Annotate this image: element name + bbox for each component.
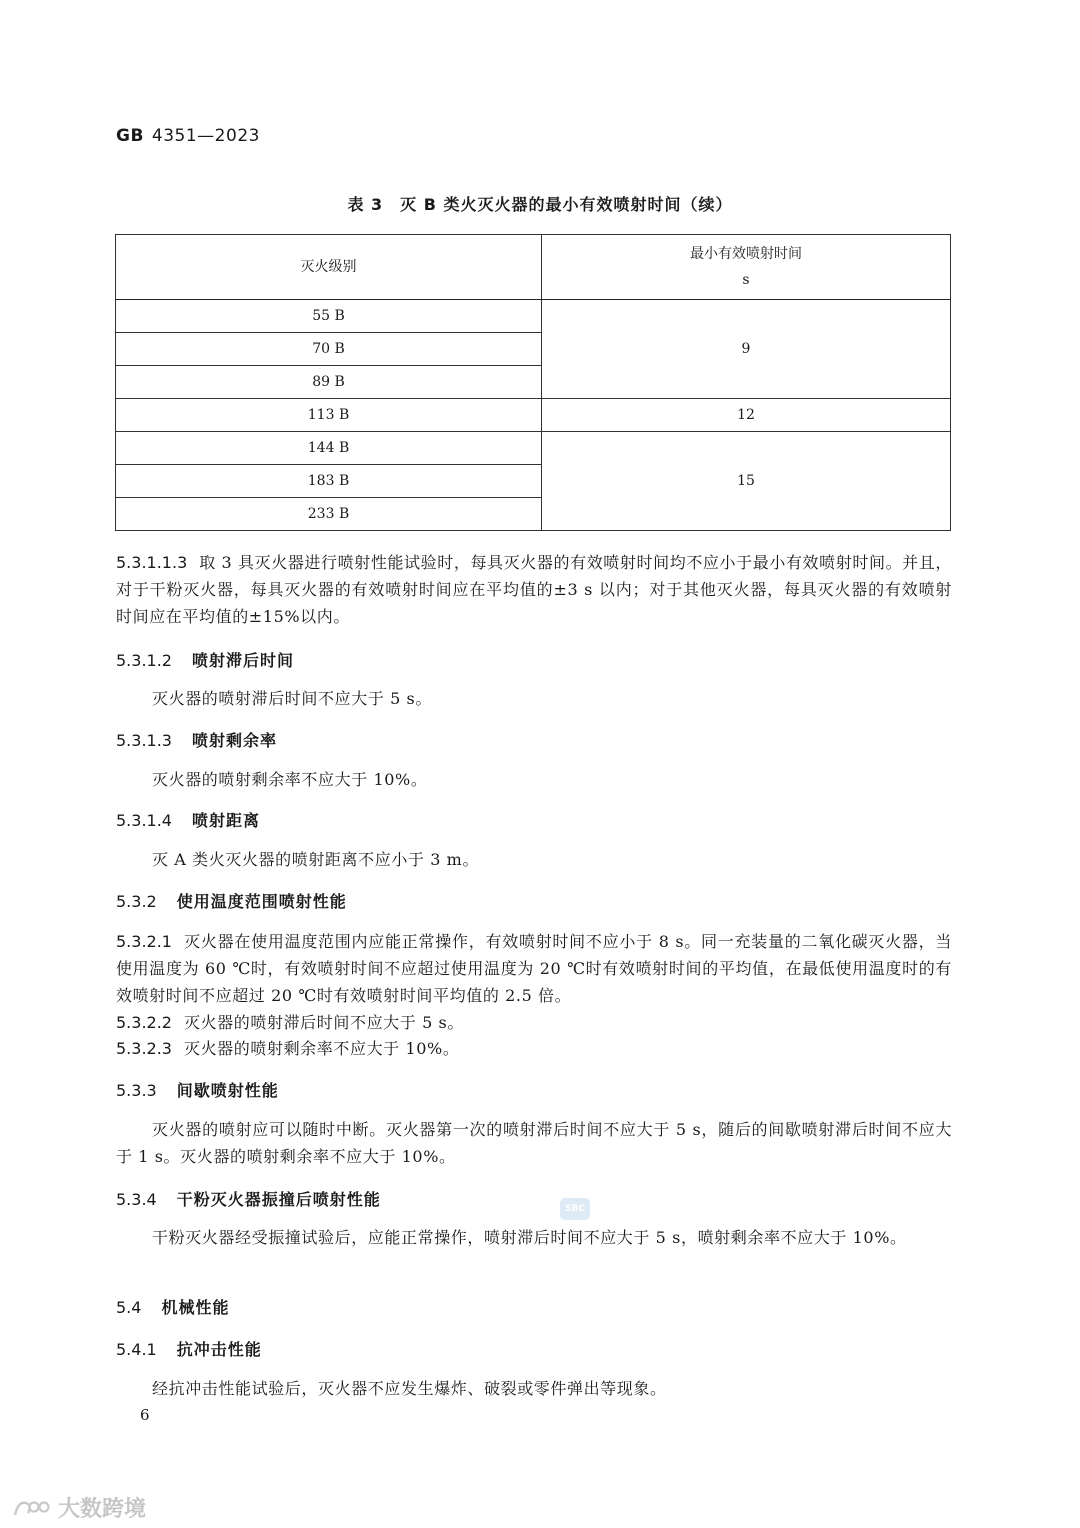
standard-code: GB 4351—2023 xyxy=(116,126,260,146)
page-number: 6 xyxy=(140,1406,150,1424)
heading-5-4-1: 5.4.1 抗冲击性能 xyxy=(116,1340,262,1359)
clause-5-3-1-3-text: 灭火器的喷射剩余率不应大于 10%。 xyxy=(152,770,428,789)
clause-5-3-4-text: 干粉灭火器经受振撞试验后，应能正常操作，喷射滞后时间不应大于 5 s，喷射剩余率不应大于 10%。 xyxy=(152,1228,907,1247)
clause-5-3-2-3: 5.3.2.3 灭火器的喷射剩余率不应大于 10%。 xyxy=(116,1039,460,1058)
clause-5-3-2-1: 5.3.2.1 灭火器在使用温度范围内应能正常操作，有效喷射时间不应小于 8 s。同一充装量的二氧化碳灭火器，当使用温度为 60 ℃时，有效喷射时间不应超过使用温度为 20 ℃时有效喷射时间的平均值，在最低使用温度时的有效喷射时间不应超过 20 ℃时有效喷射时间平均值的 2.5 倍。 xyxy=(116,932,952,1005)
heading-5-3-2: 5.3.2 使用温度范围喷射性能 xyxy=(116,892,347,911)
clause-5-3-1-1-3: 5.3.1.1.3 取 3 具灭火器进行喷射性能试验时，每具灭火器的有效喷射时间均不应小于最小有效喷射时间。并且，对于干粉灭火器，每具灭火器的有效喷射时间应在平均值的±3 s 以内；对于其他灭火器，每具灭火器的有效喷射时间应在平均值的±15%以内。 xyxy=(116,553,952,626)
spray-time-cell: 9 xyxy=(542,300,951,399)
fire-rating-cell: 144 B xyxy=(116,432,542,465)
watermark-logo-icon xyxy=(12,1495,52,1521)
heading-5-3-4: 5.3.4 干粉灭火器振撞后喷射性能 xyxy=(116,1190,381,1209)
heading-5-3-1-4: 5.3.1.4 喷射距离 xyxy=(116,811,260,830)
spray-time-table xyxy=(115,234,951,531)
header-fire-rating: 灭火级别 xyxy=(116,235,542,300)
clause-5-3-1-2-text: 灭火器的喷射滞后时间不应大于 5 s。 xyxy=(152,689,432,708)
fire-rating-cell: 89 B xyxy=(116,366,542,399)
fire-rating-cell: 55 B xyxy=(116,300,542,333)
clause-5-3-2-2: 5.3.2.2 灭火器的喷射滞后时间不应大于 5 s。 xyxy=(116,1013,464,1032)
header-min-spray-time: 最小有效喷射时间 s xyxy=(542,235,951,300)
fire-rating-cell: 183 B xyxy=(116,465,542,498)
fire-rating-cell: 233 B xyxy=(116,498,542,531)
clause-5-4-1-text: 经抗冲击性能试验后，灭火器不应发生爆炸、破裂或零件弹出等现象。 xyxy=(152,1379,667,1398)
spray-time-cell: 12 xyxy=(542,399,951,432)
unit-label: s xyxy=(742,272,750,288)
heading-5-3-3: 5.3.3 间歇喷射性能 xyxy=(116,1081,279,1100)
clause-5-3-1-4-text: 灭 A 类火灭火器的喷射距离不应小于 3 m。 xyxy=(152,850,480,869)
sbc-watermark: SBC xyxy=(560,1198,590,1220)
heading-5-3-1-2: 5.3.1.2 喷射滞后时间 xyxy=(116,651,294,670)
spray-time-cell: 15 xyxy=(542,432,951,531)
heading-5-4: 5.4 机械性能 xyxy=(116,1298,230,1317)
table-title: 表 3 灭 B 类火灭火器的最小有效喷射时间（续） xyxy=(347,195,733,214)
fire-rating-cell: 113 B xyxy=(116,399,542,432)
fire-rating-cell: 70 B xyxy=(116,333,542,366)
table-header-row xyxy=(116,235,951,300)
heading-5-3-1-3: 5.3.1.3 喷射剩余率 xyxy=(116,731,277,750)
table-row xyxy=(116,399,951,432)
bottom-watermark: 大数跨境 xyxy=(12,1492,146,1523)
table-row xyxy=(116,432,951,465)
table-row xyxy=(116,300,951,333)
clause-5-3-3-text: 灭火器的喷射应可以随时中断。灭火器第一次的喷射滞后时间不应大于 5 s，随后的间歇喷射滞后时间不应大于 1 s。灭火器的喷射剩余率不应大于 10%。 xyxy=(116,1120,952,1166)
